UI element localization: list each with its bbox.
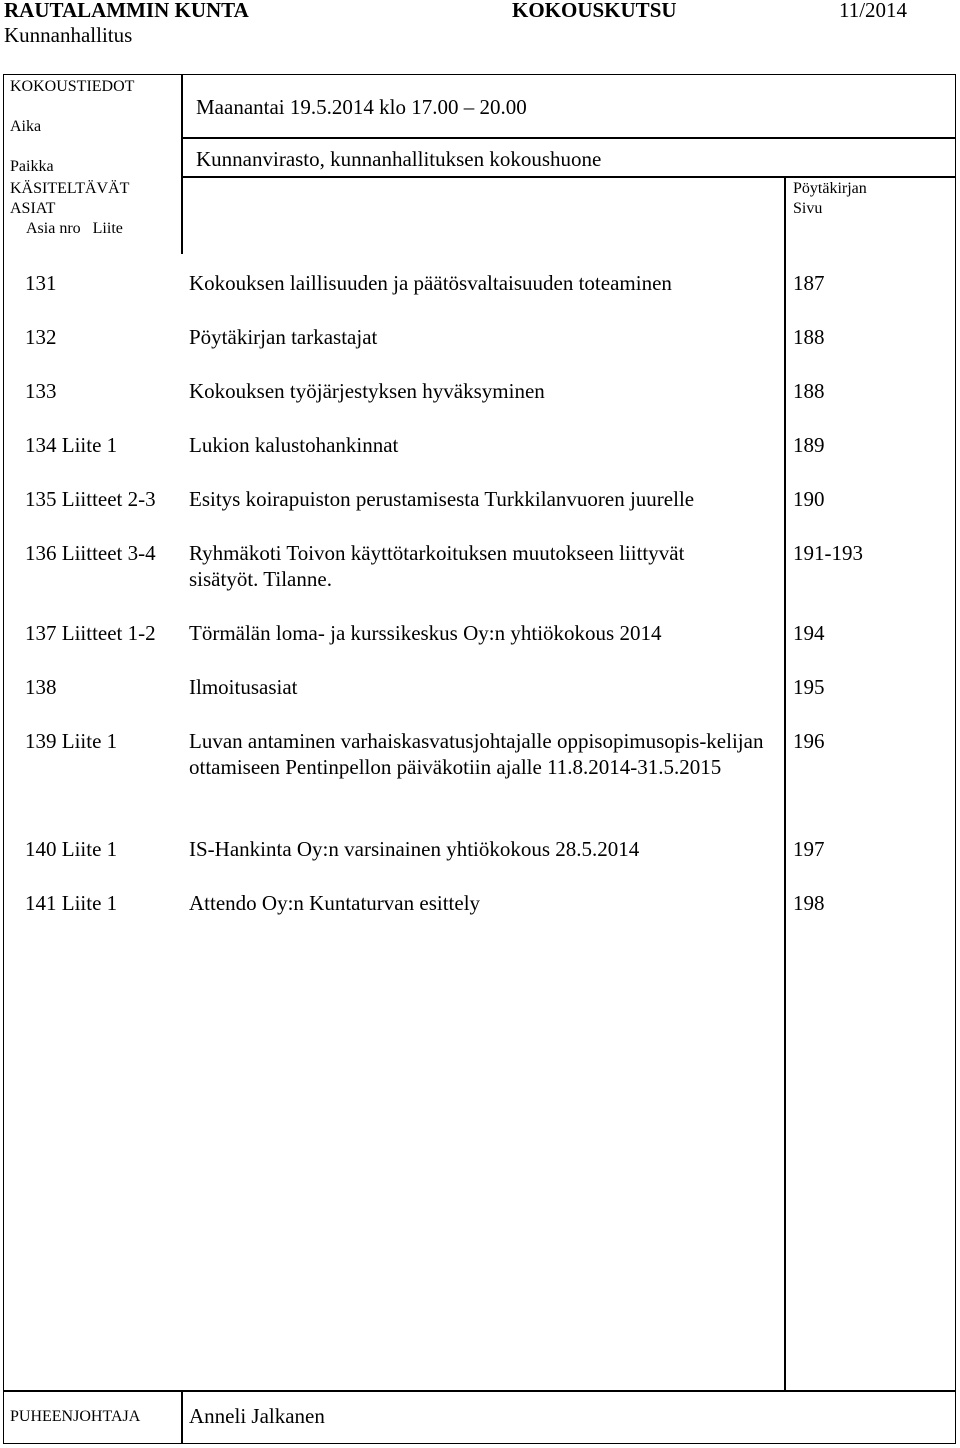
page-label-1: Pöytäkirjan xyxy=(793,180,867,197)
item-page: 190 xyxy=(793,487,825,511)
item-title: Attendo Oy:n Kuntaturvan esittely xyxy=(189,891,481,915)
item-title: Ilmoitusasiat xyxy=(189,675,298,699)
item-page: 188 xyxy=(793,325,825,349)
item-number: 132 xyxy=(25,325,57,349)
item-page: 195 xyxy=(793,675,825,699)
item-title: Pöytäkirjan tarkastajat xyxy=(189,325,378,349)
item-title: Kokouksen työjärjestyksen hyväksyminen xyxy=(189,379,545,403)
item-title: Ryhmäkoti Toivon käyttötarkoituksen muutokseen liittyvät sisätyöt. Tilanne. xyxy=(189,541,685,591)
document-type: KOKOUSKUTSU xyxy=(512,0,677,22)
items-label-1: KÄSITELTÄVÄT xyxy=(10,180,130,197)
divider-time-place xyxy=(181,137,956,139)
item-title: Törmälän loma- ja kurssikeskus Oy:n yhtiökokous 2014 xyxy=(189,621,662,645)
item-number: 139 Liite 1 xyxy=(25,729,118,753)
divider-left-footer xyxy=(181,1390,183,1444)
item-title: Kokouksen laillisuuden ja päätösvaltaisuuden toteaminen xyxy=(189,271,672,295)
item-page: 191-193 xyxy=(793,541,863,565)
item-page: 194 xyxy=(793,621,825,645)
chair-label: PUHEENJOHTAJA xyxy=(10,1408,141,1425)
item-page: 187 xyxy=(793,271,825,295)
item-number: 140 Liite 1 xyxy=(25,837,118,861)
time-label: Aika xyxy=(10,118,42,135)
document-number: 11/2014 xyxy=(839,0,908,22)
item-page: 198 xyxy=(793,891,825,915)
item-number: 137 Liitteet 1-2 xyxy=(25,621,156,645)
item-number: 134 Liite 1 xyxy=(25,433,118,457)
place-label: Paikka xyxy=(10,158,54,175)
governing-body: Kunnanhallitus xyxy=(4,23,133,47)
place-value: Kunnanvirasto, kunnanhallituksen kokoushuone xyxy=(196,147,602,171)
item-page: 196 xyxy=(793,729,825,753)
item-page: 197 xyxy=(793,837,825,861)
divider-footer xyxy=(3,1390,956,1392)
page-label-2: Sivu xyxy=(793,200,823,217)
time-value: Maanantai 19.5.2014 klo 17.00 – 20.00 xyxy=(196,95,527,119)
meeting-info-label: KOKOUSTIEDOT xyxy=(10,78,135,95)
item-title: IS-Hankinta Oy:n varsinainen yhtiökokous 28.5.2014 xyxy=(189,837,640,861)
item-page: 188 xyxy=(793,379,825,403)
item-number: 141 Liite 1 xyxy=(25,891,118,915)
chair-name: Anneli Jalkanen xyxy=(189,1404,325,1428)
item-page: 189 xyxy=(793,433,825,457)
items-label-2: ASIAT xyxy=(10,200,56,217)
divider-right xyxy=(784,176,786,1390)
item-title: Lukion kalustohankinnat xyxy=(189,433,399,457)
item-number: 135 Liitteet 2-3 xyxy=(25,487,156,511)
item-title: Esitys koirapuiston perustamisesta Turkkilanvuoren juurelle xyxy=(189,487,695,511)
item-number: 136 Liitteet 3-4 xyxy=(25,541,156,565)
item-title: Luvan antaminen varhaiskasvatusjohtajalle oppisopimusopis-kelijan ottamiseen Pentinpellon päiväkotiin ajalle 11.8.2014-31.5.2015 xyxy=(189,729,764,779)
municipality-name: RAUTALAMMIN KUNTA xyxy=(4,0,249,22)
item-number: 133 xyxy=(25,379,57,403)
divider-left-top xyxy=(181,74,183,254)
divider-place-items xyxy=(181,176,956,178)
item-number: 138 xyxy=(25,675,57,699)
items-label-3: Asia nro Liite xyxy=(26,220,123,237)
item-number: 131 xyxy=(25,271,57,295)
